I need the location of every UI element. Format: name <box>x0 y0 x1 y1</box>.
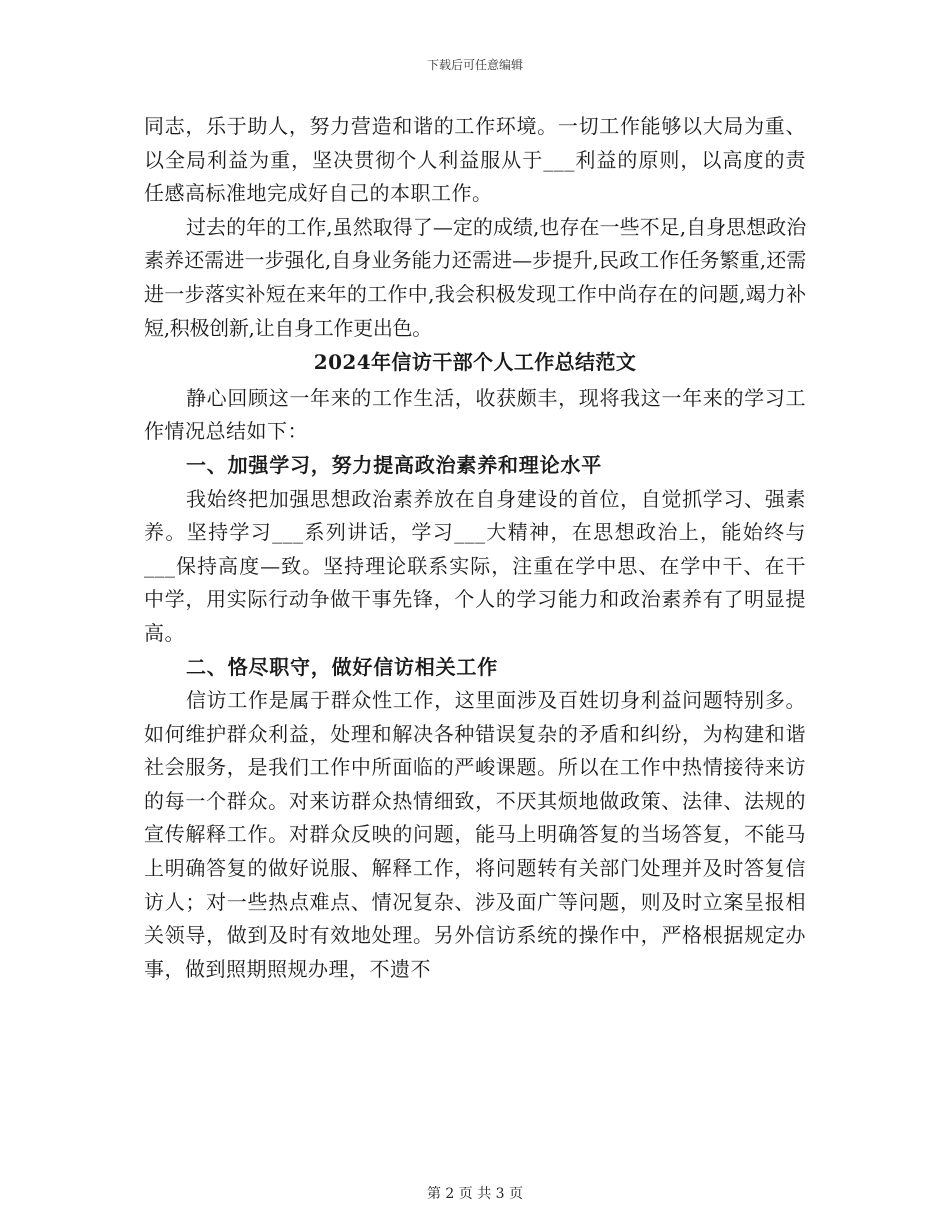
section-heading-1: 一、加强学习，努力提高政治素养和理论水平 <box>186 452 602 477</box>
paragraph-continued: 同志，乐于助人，努力营造和谐的工作环境。一切工作能够以大局为重、以全局利益为重，坚决贯彻个人利益服从于___利益的原则，以高度的责任感高标准地完成好自己的本职工作。 <box>144 114 806 206</box>
paragraph-intro: 静心回顾这一年来的工作生活，收获颇丰，现将我这一年来的学习工作情况总结如下： <box>144 385 806 444</box>
document-title: 2024年信访干部个人工作总结范文 <box>313 350 637 375</box>
paragraph-review: 过去的年的工作,虽然取得了—定的成绩,也存在一些不足,自身思想政治素养还需进一步强化,自身业务能力还需进—步提升,民政工作任务繁重,还需进一步落实补短在来年的工作中,我会积极发现工作中尚存在的问题,竭力补短,积极创新,让自身工作更出色。 <box>144 214 806 340</box>
page-header-note: 下载后可任意编辑 <box>426 58 523 72</box>
page-footer-number: 第 2 页 共 3 页 <box>426 1186 524 1202</box>
section-heading-2: 二、恪尽职守，做好信访相关工作 <box>186 654 498 679</box>
document-body <box>144 110 806 986</box>
paragraph-section-1: 我始终把加强思想政治素养放在自身建设的首位，自觉抓学习、强素养。坚持学习___系列讲话，学习___大精神，在思想政治上，能始终与___保持高度—致。坚持理论联系实际，注重在学中思、在学中干、在干中学，用实际行动争做干事先锋，个人的学习能力和政治素养有了明显提高。 <box>144 486 806 645</box>
paragraph-section-2: 信访工作是属于群众性工作，这里面涉及百姓切身利益问题特别多。如何维护群众利益，处理和解决各种错误复杂的矛盾和纠纷，为构建和谐社会服务，是我们工作中所面临的严峻课题。所以在工作中热情接待来访的每一个群众。对来访群众热情细致，不厌其烦地做政策、法律、法规的宣传解释工作。对群众反映的问题，能马上明确答复的当场答复，不能马上明确答复的做好说服、解释工作，将问题转有关部门处理并及时答复信访人；对一些热点难点、情况复杂、涉及面广等问题，则及时立案呈报相关领导，做到及时有效地处理。另外信访系统的操作中，严格根据规定办事，做到照期照规办理，不遗不 <box>144 688 806 981</box>
